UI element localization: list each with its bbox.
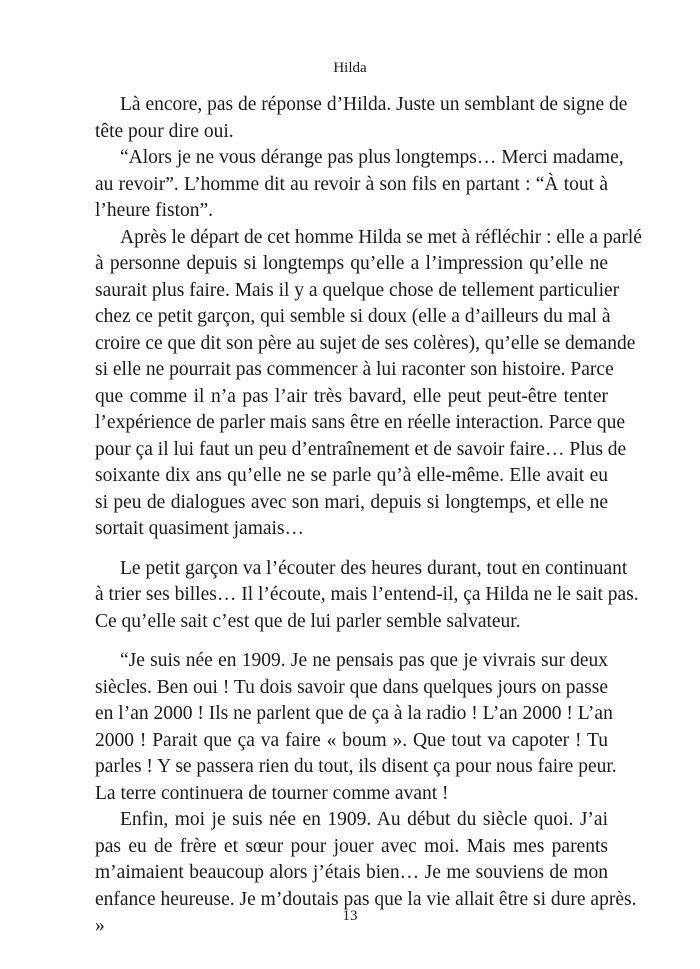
text-line: siècles. Ben oui ! Tu dois savoir que dans quelques jours on passe	[95, 676, 608, 698]
text-line: en l’an 2000 ! Ils ne parlent que de ça à la radio ! L’an 2000 ! L’an	[95, 703, 613, 724]
paragraph	[95, 92, 628, 145]
text-line: parles ! Y se passera rien du tout, ils disent ça pour nous faire peur.	[95, 756, 617, 777]
paragraph	[95, 648, 617, 807]
text-line: si peu de dialogues avec son mari, depuis si longtemps, et elle ne	[95, 491, 608, 513]
text-line: Ce qu’elle sait c’est que de lui parler semble salvateur.	[95, 610, 521, 632]
paragraph	[95, 225, 642, 543]
text-line: »	[95, 915, 105, 936]
text-line: soixante dix ans qu’elle ne se parle qu’à elle-même. Elle avait eu	[95, 465, 608, 486]
running-header: Hilda	[333, 60, 367, 76]
paragraph	[95, 556, 639, 636]
text-line: pas eu de frère et sœur pour jouer avec moi. Mais mes parents	[95, 835, 608, 857]
text-line: Enfin, moi je suis née en 1909. Au début du siècle quoi. J’ai	[120, 809, 608, 830]
text-line: Après le départ de cet homme Hilda se met à réfléchir : elle a parlé	[120, 226, 642, 248]
page-number: 13	[342, 908, 358, 924]
text-line: m’aimaient beaucoup alors j’étais bien… Je me souviens de mon	[95, 862, 608, 883]
text-line: enfance heureuse. Je m’doutais pas que la vie allait être si dure après.	[95, 888, 637, 910]
text-line: sortait quasiment jamais…	[95, 518, 305, 539]
text-line: l’heure fiston”.	[95, 200, 214, 221]
text-section	[95, 556, 639, 636]
text-line: tête pour dire oui.	[95, 120, 234, 142]
text-line: “Je suis née en 1909. Je ne pensais pas que je vivrais sur deux	[120, 650, 608, 671]
text-line: La terre continuera de tourner comme avant !	[95, 782, 449, 804]
text-line: que comme il n’a pas l’air très bavard, elle peut peut-être tenter	[95, 385, 608, 407]
text-line: si elle ne pourrait pas commencer à lui raconter son histoire. Parce	[95, 359, 614, 380]
text-line: “Alors je ne vous dérange pas plus longtemps… Merci madame,	[120, 147, 624, 168]
paragraph	[95, 145, 624, 225]
text-line: croire ce que dit son père au sujet de ses colères), qu’elle se demande	[95, 332, 636, 354]
text-line: Le petit garçon va l’écouter des heures durant, tout en continuant	[120, 557, 628, 579]
text-line: pour ça il lui faut un peu d’entraînement et de savoir faire… Plus de	[95, 438, 627, 460]
text-line: saurait plus faire. Mais il y a quelque chose de tellement particulier	[95, 279, 620, 301]
text-line: à personne depuis si longtemps qu’elle a l’impression qu’elle ne	[95, 253, 608, 274]
text-section	[95, 92, 642, 543]
text-line: au revoir”. L’homme dit au revoir à son fils en partant : “À tout à	[95, 173, 608, 195]
page-body	[95, 92, 642, 953]
text-line: chez ce petit garçon, qui semble si doux (elle a d’ailleurs du mal à	[95, 306, 611, 327]
text-line: 2000 ! Parait que ça va faire « boum ». Que tout va capoter ! Tu	[95, 729, 608, 751]
text-line: l’expérience de parler mais sans être en réelle interaction. Parce que	[95, 412, 626, 433]
text-line: Là encore, pas de réponse d’Hilda. Juste un semblant de signe de	[120, 94, 628, 115]
text-line: à trier ses billes… Il l’écoute, mais l’entend-il, ça Hilda ne le sait pas.	[95, 584, 639, 605]
text-section	[95, 648, 637, 940]
